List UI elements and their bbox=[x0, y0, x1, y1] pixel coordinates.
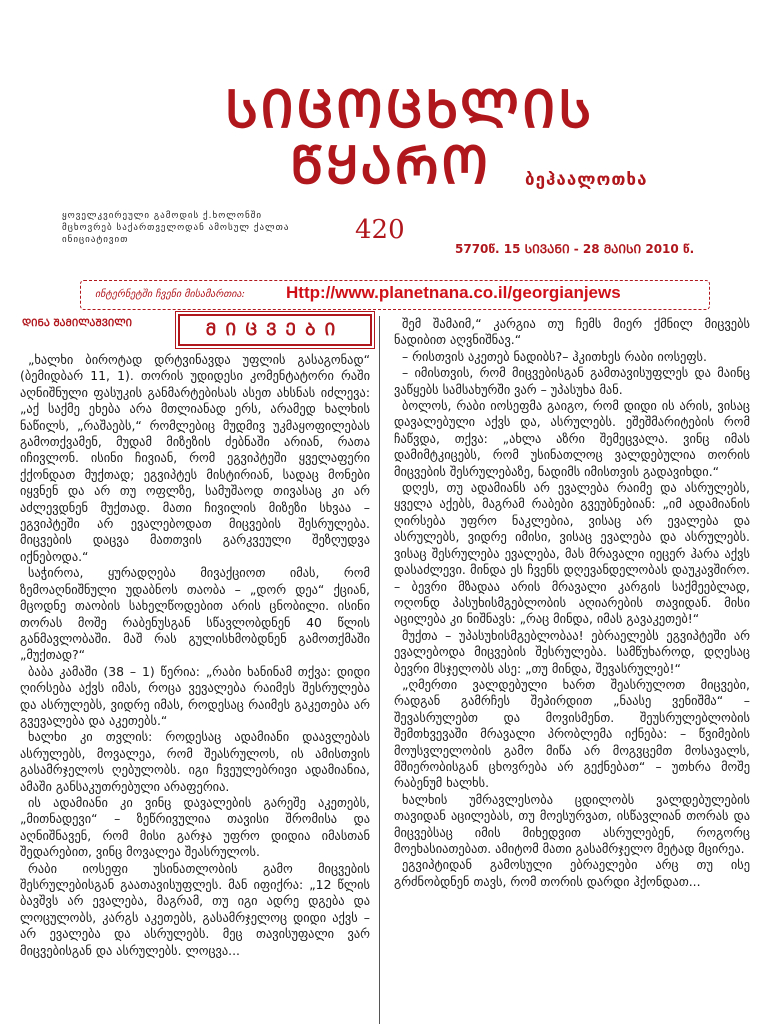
issue-number: 420 bbox=[355, 215, 405, 245]
article-heading: ᲛᲘᲪᲕᲔᲑᲘ bbox=[205, 320, 345, 340]
paragraph: რაბი იოსეფი უსინათლობის გამო მიცვების შესრულებისგან გაათავისუფლეს. მან იფიქრა: „12 წლის ბავშვს არ ევალება, მაგრამ, თუ იგი ადრე დგება და ლოცულობს, კარგს აკეთებს, გასამრჯელოც დიდი აქვს – არ ევალება და ასრულებს. მეც თავისუფალი ვარ მიცვებისგან და ასრულებს. ლოცვა... bbox=[20, 860, 370, 958]
web-address-label: ინტერნეტში ჩვენი მისამართია: bbox=[95, 289, 245, 300]
paragraph: ბაბა კამაში (38 – 1) წერია: „რაბი ხანინამ თქვა: დიდი ღირსება აქვს იმას, როცა ვევალება რაიმეს შესრულება და ასრულებს, ვიდრე იმას, როდესაც რაიმეს გაკეთება არ გვევალება და აკეთებს.“ bbox=[20, 663, 370, 728]
column-divider bbox=[379, 316, 380, 1024]
article-heading-box bbox=[178, 314, 372, 346]
paragraph: ეგვიპტიდან გამოსული ებრაელები არც თუ ისე გრძნობდნენ თავს, რომ თორის დარდი ჰქონდათ... bbox=[394, 857, 750, 889]
web-address-link[interactable]: Http://www.planetnana.co.il/georgianjews bbox=[286, 283, 621, 302]
masthead bbox=[0, 0, 768, 310]
parasha-name: ბეჰაალოთხა bbox=[525, 170, 648, 190]
paragraph: მუქთა – უპასუხისმგებლობაა! ებრაელებს ეგვიპტეში არ ევალებოდა მიცვების შესრულება. სამწუხაროდ, დღესაც ბევრი მსჯელობს ასე: „თუ მინდა, შევასრულებ!“ bbox=[394, 627, 750, 676]
paragraph: შემ შამაიმ,“ კარგია თუ ჩემს მიერ ქმნილ მიცვებს ნადიბით აღვნიშნავ.“ bbox=[394, 316, 750, 348]
paragraph: „ღმერთი ვალდებული ხართ შეასრულოთ მიცვები, რადგან გამრჩეს შეპირდით „ნაასე ვენიშმა“ – შევასრულებთ და მოვისმენთ. შეუსრულებლობის შემთხვევაში მრავალი პრობლემა იქნება: – წვიმების მოუსვლელობის გამო მიწა არ მოგვცემთ მოსავალს, მშიერობისგან ცხოვრება არ გექნებათ“ – უთხრა მოშე რაბენუმ ხალხს. bbox=[394, 676, 750, 791]
paragraph: ის ადამიანი კი ვინც დავალების გარეშე აკეთებს, „მითნადევი“ – ზეწრივულია თავისი შრომისა და აღნიშნავენ, რომ მისი გარჯა უფრო დიდია იმასთან შედარებით, ვინც მოვალეა შეასრულოს. bbox=[20, 794, 370, 860]
newspaper-title-line1: ᲡᲘᲪᲝᲪᲮᲚᲘᲡ bbox=[225, 80, 595, 140]
web-address-box bbox=[80, 280, 710, 310]
paragraph: „ხალხი ბიროტად დრტვინავდა უფლის გასაგონად“ (ბემიდბარ 11, 1). თორის უდიდესი კომენტატორი რაში აღნიშნული ფასუკის განმარტებისას ასეთ ახსნას იძლევა: „აქ საქმე ეხება არა მთლიანად ერს, არამედ ხალხის ნაწილს, „რაშაებს,“ რომლებიც მუდმივ უკმაყოფილებას გამოთქვამენ, მუდამ მიზეზის ძებნაში არიან, რათა იჩივლონ. ისინი ჩივიან, რომ ეგვიპტეში ყველაფერი ქქონდათ მუქთად; ეგვიპტეს მისტირიან, სადაც მონები იყვნენ და არ თუ ოფლზე, სამუშაოდ თივასაც კი არ აძლევდნენ მუქთად. მათი ჩივილის მიზეზი სხვაა – ეგვიპტეში არ ევალებოდათ მიცვების შესრულება. მიცვების დაცვა მათთვის გარკვეული შეზღუდვა იქნებოდა.“ bbox=[20, 352, 370, 564]
article-author: ᲓᲘᲜᲐ ᲨᲐᲛᲘᲚᲐᲨᲕᲘᲚᲘ bbox=[22, 318, 133, 329]
article-column-left bbox=[20, 352, 370, 1024]
article-column-right bbox=[394, 316, 750, 1024]
paragraph: – რისთვის აკეთებ ნადიბს?– ჰკითხეს რაბი იოსეფს. bbox=[402, 348, 707, 364]
publisher-note: ყოველკვირეული გამოდის ქ.ხოლონში მცხოვრებ საქართველოდან ამოსულ ქალთა ინიციატივით bbox=[62, 211, 290, 245]
paragraph: – იმისთვის, რომ მიცვებისგან გამთავისუფლეს და მაინც ვაწყებს სამსახურში ვარ – უპასუხა მან. bbox=[394, 365, 750, 397]
issue-date: 5770წ. 15 ᲡᲘᲕᲐᲜᲘ - 28 ᲛᲐᲘᲡᲘ 2010 წ. bbox=[455, 242, 695, 256]
paragraph: ბოლოს, რაბი იოსეფმა გაიგო, რომ დიდი ის არის, ვისაც დავალებული აქვს და, ასრულებს. ეშეშმარიტების რომ ჩაწვდა, თქვა: „ახლა აზრი შემეცვალა. ვინც იმას დამიმტკიცებს, რომ უსინათლოც ვალდებულია თორის მიცვების შესრულებაზე, ნადიმს იმისთვის გადავიხდი.“ bbox=[394, 398, 750, 479]
paragraph: საჭიროა, ყურადღება მივაქციოთ იმას, რომ ზემოაღნიშნული უდაბნოს თაობა – „დორ დეა“ ქციან, მცოდნე თაობის სახელწოდებით არის ცნობილი. ისინი თორას მოშე რაბენუსგან სწავლობდნენ 40 წლის განმავლობაში. მაშ რას გულისხმობდნენ გამოთქმაში „მუქთად?“ bbox=[20, 565, 370, 663]
paragraph: ხალხის უმრავლესობა ცდილობს ვალდებულების თავიდან აცილებას, თუ მოესურვათ, ისწავლიან თორას და მიცვებსაც იმის მიხედვით ასრულებენ, როგორც მოეხასიათებათ. ამიტომ მათი გასამრჯელო მეტად მცირეა. bbox=[394, 791, 750, 856]
paragraph: დღეს, თუ ადამიანს არ ევალება რაიმე და ასრულებს, ყველა აქებს, მაგრამ რაბები გვეუბნებიან: „იმ ადამიანის ღირსება უფრო ნაკლებია, ვისაც არ ევალება და ასრულებს, ვიდრე იმისი, ვისაც ევალება და ასრულებს. ვისაც შესრულება ევალება, მას მრავალი იეცერ ჰარა აქვს დასაძლევი. მინდა ეს ჩვენს დღევანდელობას დაუკავშირო. – ბევრი მზადაა არის მრავალი კარგის საქმეებლად, ოღონდ პასუხისმგებლობის აღიარების თავიდან. მისი აცილება კი ნიშნავს: „რაც მინდა, იმას გავაკეთებ!“ bbox=[394, 480, 750, 627]
newspaper-title-line2: ᲬᲧᲐᲠᲝ bbox=[290, 136, 492, 196]
paragraph: ხალხი კი თვლის: როდესაც ადამიანი დაავლებას ასრულებს, მოვალეა, რომ შეასრულოს, ის ამისთვის გასამრჯელოს ღებულობს. იგი ჩვეულებრივი ადამიანია, ამაში განსაკუთრებული არაფერია. bbox=[20, 729, 370, 794]
